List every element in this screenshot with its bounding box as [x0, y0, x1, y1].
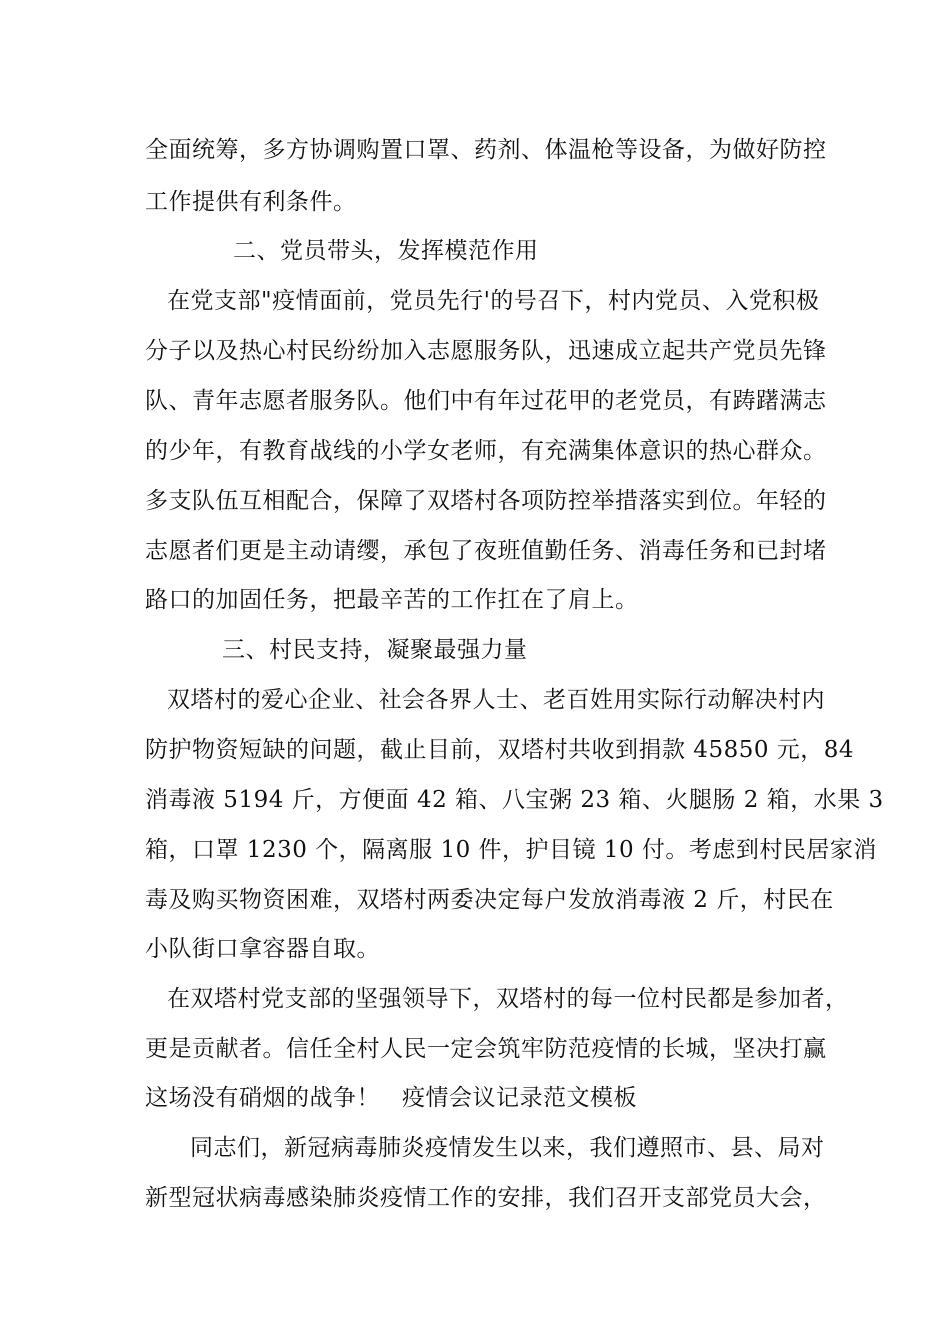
- body-text-line: 更是贡献者。信任全村人民一定会筑牢防范疫情的长城，坚决打赢: [145, 1036, 827, 1062]
- section-heading: 二、党员带头，发挥模范作用: [233, 238, 539, 264]
- body-text-line: 小队街口拿容器自取。: [145, 936, 380, 962]
- body-text-line: 全面统筹，多方协调购置口罩、药剂、体温枪等设备，为做好防控: [145, 137, 827, 163]
- paragraph-first-line: 在党支部"疫情面前，党员先行'的号召下，村内党员、入党积极: [167, 288, 820, 314]
- section-heading: 三、村民支持，凝聚最强力量: [222, 637, 528, 663]
- paragraph-first-line: 同志们，新冠病毒肺炎疫情发生以来，我们遵照市、县、局对: [190, 1135, 825, 1161]
- body-text-line: 消毒液 5194 斤，方便面 42 箱、八宝粥 23 箱、火腿肠 2 箱，水果 3: [145, 787, 884, 813]
- body-text-line: 工作提供有利条件。: [145, 189, 357, 215]
- body-text-line: 防护物资短缺的问题，截止目前，双塔村共收到捐款 45850 元，84: [145, 737, 855, 763]
- paragraph-first-line: 双塔村的爱心企业、社会各界人士、老百姓用实际行动解决村内: [167, 687, 825, 713]
- body-text-line: 的少年，有教育战线的小学女老师，有充满集体意识的热心群众。: [145, 438, 827, 464]
- body-text-line: 分子以及热心村民纷纷加入志愿服务队，迅速成立起共产党员先锋: [145, 338, 827, 364]
- body-text-line: 队、青年志愿者服务队。他们中有年过花甲的老党员，有踌躇满志: [145, 388, 827, 414]
- body-text-line: 这场没有硝烟的战争！: [145, 1085, 380, 1111]
- document-title: 疫情会议记录范文模板: [402, 1085, 637, 1111]
- body-text-line: 路口的加固任务，把最辛苦的工作扛在了肩上。: [145, 587, 639, 613]
- body-text-line: 志愿者们更是主动请缨，承包了夜班值勤任务、消毒任务和已封堵: [145, 538, 827, 564]
- body-text-line: 多支队伍互相配合，保障了双塔村各项防控举措落实到位。年轻的: [145, 488, 827, 514]
- body-text-line: 毒及购买物资困难，双塔村两委决定每户发放消毒液 2 斤，村民在: [145, 887, 834, 913]
- paragraph-first-line: 在双塔村党支部的坚强领导下，双塔村的每一位村民都是参加者，: [167, 986, 849, 1012]
- body-text-line: 新型冠状病毒感染肺炎疫情工作的安排，我们召开支部党员大会，: [145, 1185, 827, 1211]
- body-text-line: 箱，口罩 1230 个，隔离服 10 件，护目镜 10 付。考虑到村民居家消: [145, 837, 877, 863]
